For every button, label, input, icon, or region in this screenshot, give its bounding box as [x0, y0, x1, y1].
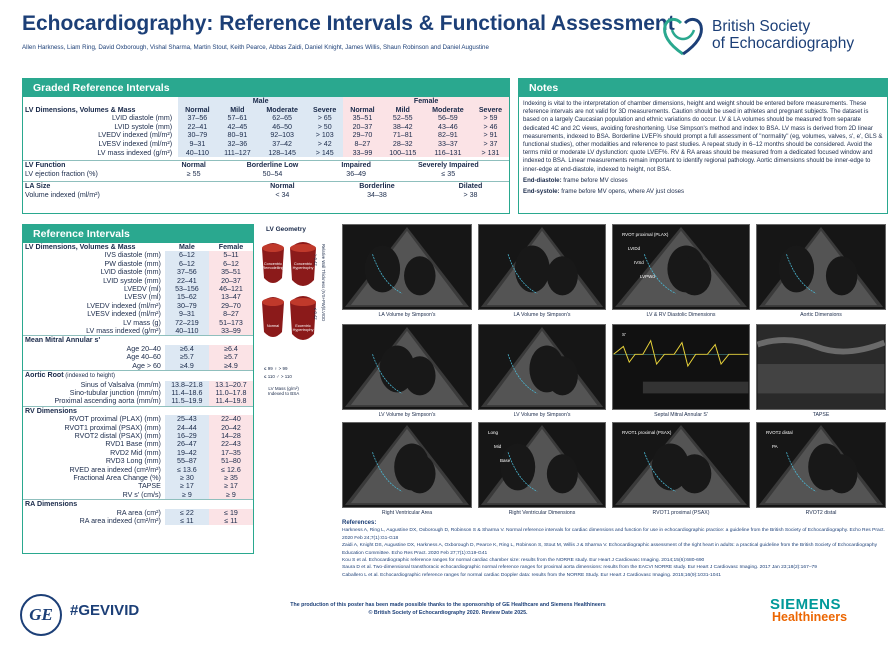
reference-label: IVS diastole (mm) — [104, 251, 161, 260]
reference-row — [23, 517, 253, 525]
authors-line: Allen Harkness, Liam Ring, David Oxborough, Vishal Sharma, Martin Stout, Keith Pearce, Abbas Zaidi, Daniel Knight, James Willis, Shaun Robinson and Daniel Augustine — [22, 44, 489, 51]
lv-ef-value: ≤ 35 — [441, 169, 456, 178]
reference-female: 14–28 — [209, 432, 253, 440]
lv-ef-value: ≥ 55 — [186, 169, 201, 178]
normal-heart-icon — [262, 297, 284, 337]
mass-legend-male: ≤ 110 ♂ > 110 — [264, 374, 292, 379]
reference-label: RVOT1 proximal (PSAX) (mm) — [64, 423, 161, 432]
graded-col-header: Normal — [343, 106, 382, 115]
echo-image — [478, 324, 606, 410]
reference-section-header — [23, 243, 253, 251]
reference-male: 19–42 — [165, 449, 209, 457]
graded-cell: 100–115 — [382, 149, 424, 158]
reference-male: ≥4.9 — [165, 362, 209, 371]
reference-female: 22–40 — [209, 415, 253, 423]
graded-row — [23, 140, 509, 149]
la-size-col: Dilated — [458, 182, 483, 191]
reference-row — [23, 327, 253, 336]
graded-cell: > 50 — [306, 123, 343, 132]
reference-label: Fractional Area Change (%) — [73, 473, 161, 482]
end-systole-note: End-systole: frame before MV opens, where AV just closes — [523, 188, 685, 196]
graded-row-label: LV mass indexed (g/m²) — [97, 148, 173, 157]
reference-label: RA area (cm²) — [116, 508, 161, 517]
reference-label: RVED area indexed (cm²/m²) — [69, 465, 161, 474]
reference-female: 20–42 — [209, 424, 253, 432]
reference-label: RVD1 Base (mm) — [105, 440, 161, 449]
graded-cell: 9–31 — [178, 140, 217, 149]
reference-female: ≥ 35 — [209, 474, 253, 482]
reference-female: ≥6.4 — [209, 345, 253, 353]
graded-col-header: Mild — [217, 106, 258, 115]
reference-row — [23, 432, 253, 440]
end-diastole-note: End-diastole: frame before MV closes — [523, 176, 628, 184]
graded-col-header: Severe — [472, 106, 509, 115]
reference-row — [23, 277, 253, 285]
footer-text: The production of this poster has been made possible thanks to the sponsorship of GE Healthcare and Siemens Healthineers © British Society of Echocardiography 2020. Review Date 2025. — [290, 602, 606, 616]
graded-row — [23, 149, 509, 158]
reference-row — [23, 415, 253, 423]
graded-cell: 62–65 — [258, 114, 306, 123]
reference-female: 8–27 — [209, 310, 253, 318]
reference-male: 40–110 — [165, 327, 209, 336]
echo-image — [756, 224, 886, 310]
echo-image-caption: Aortic Dimensions — [800, 312, 842, 318]
lv-function-col: Severely Impaired — [417, 161, 479, 170]
reference-section-title: RV Dimensions — [23, 406, 165, 415]
reference-label: RVD3 Long (mm) — [105, 457, 161, 466]
graded-cell: 37–56 — [178, 114, 217, 123]
reference-label: Age 20–40 — [126, 344, 161, 353]
reference-item: Saura D et al. Two-dimensional transthoracic echocardiographic normal reference ranges for proximal aorta dimensions: results from the EACVI NORRE study. Eur Heart J Cardiovasc Imaging. 2017 Jan 23;18(2):167–79 — [342, 565, 817, 571]
notes-heading: Notes — [519, 79, 887, 97]
graded-cell: 29–70 — [343, 131, 382, 140]
reference-male: 6–12 — [165, 251, 209, 259]
reference-male: 6–12 — [165, 260, 209, 268]
reference-row — [23, 310, 253, 318]
reference-label: LVEDV indexed (ml/m²) — [86, 301, 161, 310]
bse-logo — [660, 14, 885, 60]
reference-label: Age 40–60 — [126, 353, 161, 362]
graded-cell: 32–36 — [217, 140, 258, 149]
reference-male: 55–87 — [165, 457, 209, 465]
reference-male: ≥6.4 — [165, 345, 209, 353]
reference-row — [23, 260, 253, 268]
graded-cell: 28–32 — [382, 140, 424, 149]
la-size-col: Borderline — [359, 182, 395, 191]
reference-female: 51–80 — [209, 457, 253, 465]
q-concentric-remodelling: Concentric Remodelling — [262, 262, 284, 270]
echo-image — [478, 224, 606, 310]
reference-row — [23, 397, 253, 406]
la-volume-value: 34–38 — [367, 190, 387, 199]
graded-cell: 40–110 — [178, 149, 217, 158]
lv-function-table — [23, 160, 509, 178]
reference-male: ≥ 17 — [165, 482, 209, 490]
reference-label: LV mass indexed (g/m²) — [86, 327, 161, 336]
graded-cell: 56–59 — [424, 114, 472, 123]
mass-legend-female: ≤ 99 ♀ > 99 — [264, 366, 288, 371]
graded-cell: 37–42 — [258, 140, 306, 149]
reference-section-header — [23, 336, 253, 345]
reference-male: ≤ 13.6 — [165, 466, 209, 474]
echo-image-caption: RVOT2 distal — [805, 510, 837, 516]
echo-image-caption: LV Volume by Simpson's — [378, 412, 436, 418]
graded-row — [23, 114, 509, 123]
graded-row-label: LVESV indexed (ml/m²) — [98, 139, 173, 148]
reference-row — [23, 491, 253, 500]
graded-cell: > 65 — [306, 114, 343, 123]
reference-male: 9–31 — [165, 310, 209, 318]
lv-ef-value: 50–54 — [262, 169, 283, 178]
echo-image-label: Long — [488, 430, 499, 435]
graded-row — [23, 131, 509, 140]
echo-image-caption: LA Volume by Simpson's — [378, 312, 436, 318]
graded-col-header: Normal — [178, 106, 217, 115]
reference-male: 72–219 — [165, 319, 209, 327]
reference-row — [23, 482, 253, 490]
echo-image-caption: Septal Mitral Annular S' — [654, 412, 708, 418]
graded-row-label: LVID diastole (mm) — [111, 114, 173, 123]
reference-row — [23, 353, 253, 361]
graded-cell: 71–81 — [382, 131, 424, 140]
reference-label: RVD2 Mid (mm) — [110, 448, 161, 457]
graded-col-header: Mild — [382, 106, 424, 115]
la-size-table — [23, 181, 509, 199]
reference-female: 46–121 — [209, 285, 253, 293]
reference-section-title: RA Dimensions — [23, 500, 165, 509]
notes-body: Indexing is vital to the interpretation of chamber dimensions, height and weight should be entered before measurements. These reference intervals are not valid for 3D measurements. Caution should be used in athletes and pregnant subjects. The dataset is based on a largely Caucasian population and ethnic variations do occur. LV & LA volumes should be measured from separate dedicated 4C and 2C views, avoiding foreshortening. Use Simpson's method and index to BSA. LV mass is derived from 2D linear measurements, indexed to BSA. Borderline LVEF% should prompt a full assessment of "normality" (eg, volumes, valves, s', e', GLS & functional studies), other modalities and reference to past studies. A repeat study in 6–12 months should be considered. Avoid the terms mild or moderate LV dysfunction: quote LVEF%. RV & RA areas should be measured from a dedicated focused window and indexed to BSA. Linear measurements remain important to identify regional pathology. Aortic dimensions should be inner-edge to inner-edge at end-diastole, indexed to height, not BSA. — [523, 100, 883, 173]
graded-table — [23, 97, 509, 157]
graded-cell: > 145 — [306, 149, 343, 158]
graded-cell: 30–79 — [178, 131, 217, 140]
la-size-col: Normal — [270, 182, 295, 191]
reference-heading: Reference Intervals — [23, 225, 253, 243]
graded-cell: 57–61 — [217, 114, 258, 123]
reference-label: LVID systole (mm) — [103, 276, 161, 285]
reference-row — [23, 268, 253, 276]
reference-row — [23, 319, 253, 327]
rwt-high: > 0.42 — [313, 254, 318, 266]
graded-cell: > 42 — [306, 140, 343, 149]
graded-cell: 80–91 — [217, 131, 258, 140]
reference-female: 35–51 — [209, 268, 253, 276]
reference-label: LV mass (g) — [123, 318, 161, 327]
graded-cell: 46–50 — [258, 123, 306, 132]
echo-image-caption: Right Ventricular Dimensions — [508, 510, 576, 516]
reference-female: 13–47 — [209, 293, 253, 301]
reference-female: 51–173 — [209, 319, 253, 327]
graded-row — [23, 123, 509, 132]
la-volume-value: < 34 — [275, 190, 290, 199]
reference-label: LVID diastole (mm) — [100, 268, 161, 277]
reference-label: PW diastole (mm) — [104, 259, 161, 268]
graded-cell: 43–46 — [424, 123, 472, 132]
graded-cell: > 37 — [472, 140, 509, 149]
mass-axis-label: LV Mass (g/m²) Indexed to BSA — [268, 386, 300, 396]
graded-cell: > 131 — [472, 149, 509, 158]
reference-male: ≥ 9 — [165, 491, 209, 500]
bse-logo-text: British Society of Echocardiography — [712, 18, 855, 52]
reference-item: Kou S et al. Echocardiographic reference ranges for normal cardiac chamber size: results from the NORRE study. Eur Heart J Cardiovasc Imaging. 2014;15(6):680-690 — [342, 558, 705, 564]
reference-female: ≥ 9 — [209, 491, 253, 500]
reference-female: 6–12 — [209, 260, 253, 268]
ref-male-header: Male — [179, 243, 195, 251]
graded-cell: 20–37 — [343, 123, 382, 132]
notes-panel — [518, 78, 888, 214]
reference-label: RVOT proximal (PLAX) (mm) — [69, 415, 161, 424]
reference-male: 53–156 — [165, 285, 209, 293]
echo-image — [342, 422, 472, 508]
reference-label: Sinus of Valsalva (mm/m) — [80, 380, 161, 389]
echo-image — [756, 324, 886, 410]
graded-col-header: Severe — [306, 106, 343, 115]
graded-cell: 52–55 — [382, 114, 424, 123]
graded-cell: 33–37 — [424, 140, 472, 149]
reference-row — [23, 474, 253, 482]
reference-male: 11.5–19.9 — [165, 397, 209, 406]
lv-geometry-title: LV Geometry — [266, 226, 306, 233]
reference-label: Age > 60 — [132, 361, 161, 370]
graded-cell: 128–145 — [258, 149, 306, 158]
reference-male: 30–79 — [165, 302, 209, 310]
echo-image — [342, 324, 472, 410]
reference-label: RVOT2 distal (PSAX) (mm) — [74, 431, 161, 440]
reference-male: 25–43 — [165, 415, 209, 423]
reference-row — [23, 302, 253, 310]
reference-label: LVEDV (ml) — [123, 285, 161, 294]
references — [342, 520, 887, 579]
graded-row-label: LVEDV indexed (ml/m²) — [98, 131, 173, 140]
graded-cell: 33–99 — [343, 149, 382, 158]
reference-female: ≤ 19 — [209, 509, 253, 517]
graded-cell: 8–27 — [343, 140, 382, 149]
gevivid-hashtag: #GEVIVID — [70, 602, 140, 619]
reference-female: ≥5.7 — [209, 353, 253, 361]
echo-image — [342, 224, 472, 310]
lv-geometry-diagram — [256, 236, 340, 376]
reference-female: 13.1–20.7 — [209, 381, 253, 389]
reference-item: Harkness A, Ring L, Augustine DX, Oxborough D, Robinson S & Sharma V. Normal reference intervals for cardiac dimensions and function for use in echocardiographic practice: a guideline from the British Society of Echocardiography. Echo Res Pract. 2020 Feb 24;7(1):G1-G18 — [342, 528, 885, 541]
reference-section-header — [23, 371, 253, 381]
reference-row — [23, 440, 253, 448]
reference-row — [23, 457, 253, 465]
lv-function-col: Borderline Low — [246, 161, 299, 170]
graded-cell: > 59 — [472, 114, 509, 123]
graded-cell: 35–51 — [343, 114, 382, 123]
reference-female: 11.4–19.8 — [209, 397, 253, 406]
reference-male: ≤ 22 — [165, 509, 209, 517]
reference-section-title: Aortic Root (indexed to height) — [23, 371, 165, 381]
reference-row — [23, 362, 253, 371]
graded-cell: 38–42 — [382, 123, 424, 132]
lv-ef-label: LV ejection fraction (%) — [25, 169, 98, 178]
echo-image-label: RVOT proximal (PLAX) — [622, 232, 669, 237]
lv-ef-value: 36–49 — [346, 169, 366, 178]
graded-cell: > 91 — [472, 131, 509, 140]
reference-female: ≥4.9 — [209, 362, 253, 371]
reference-female: 29–70 — [209, 302, 253, 310]
q-eccentric-hypertrophy: Eccentric Hypertrophy — [292, 324, 314, 332]
reference-row — [23, 345, 253, 353]
reference-male: 37–56 — [165, 268, 209, 276]
echo-image-label: PA — [772, 444, 778, 449]
reference-section-header — [23, 500, 253, 509]
reference-row — [23, 381, 253, 389]
poster-title: Echocardiography: Reference Intervals & Functional Assessment — [22, 12, 675, 35]
male-header: Male — [178, 97, 343, 106]
reference-male: 11.4–18.6 — [165, 389, 209, 397]
ref-female-header: Female — [218, 243, 244, 251]
ge-logo: GE — [20, 594, 62, 636]
reference-female: 22–43 — [209, 440, 253, 448]
echo-image-label: S' — [622, 332, 626, 337]
graded-cell: 22–41 — [178, 123, 217, 132]
reference-male: 22–41 — [165, 277, 209, 285]
echo-image-caption: Right Ventricular Area — [381, 510, 433, 516]
q-concentric-hypertrophy: Concentric Hypertrophy — [292, 262, 314, 270]
reference-label: Proximal ascending aorta (mm/m) — [54, 397, 161, 406]
graded-heading: Graded Reference Intervals — [23, 79, 509, 97]
reference-panel — [22, 224, 254, 554]
echo-image-label: RVOT2 distal — [766, 430, 793, 435]
echo-image-caption: TAPSE — [812, 412, 830, 418]
lv-function-label: LV Function — [25, 161, 66, 170]
echo-image-label: LVIDd — [628, 246, 641, 251]
reference-female: 17–35 — [209, 449, 253, 457]
reference-female: 11.0–17.8 — [209, 389, 253, 397]
rwt-axis-label: Relative Wall Thickness (IVS+PW)/LVIDD — [321, 244, 326, 322]
graded-row-label: LVID systole (mm) — [114, 122, 173, 131]
reference-section-title: Mean Mitral Annular s' — [23, 336, 165, 345]
reference-row — [23, 466, 253, 474]
reference-female: 5–11 — [209, 251, 253, 259]
reference-section-title: LV Dimensions, Volumes & Mass — [25, 243, 136, 251]
graded-cell: 92–103 — [258, 131, 306, 140]
graded-cell: 116–131 — [424, 149, 472, 158]
graded-col-header: Moderate — [258, 106, 306, 115]
graded-col-header: Moderate — [424, 106, 472, 115]
lv-function-col: Normal — [181, 161, 206, 170]
reference-male: 26–47 — [165, 440, 209, 448]
lv-function-col: Impaired — [341, 161, 371, 170]
heart-logo-icon — [660, 14, 706, 58]
reference-item: Zaidi A, Knight DS, Augustine DX, Harkness A, Oxborough D, Pearce K, Ring L, Robinson S, Stout M, Willis J & Sharma V. Echocardiographic assessment of the right heart in adults: a practical guideline from the British Society of Echocardiography Education Committee. Echo Res Pract. 2020 Feb 27;7(1):G19-G41 — [342, 543, 878, 556]
graded-cell: > 103 — [306, 131, 343, 140]
lv-geometry-panel — [256, 224, 340, 414]
rwt-low: ≤ 0.42 — [313, 308, 318, 320]
reference-male: 16–29 — [165, 432, 209, 440]
graded-cell: 82–91 — [424, 131, 472, 140]
echo-image-caption: LV & RV Diastolic Dimensions — [646, 312, 716, 318]
echo-image — [612, 324, 750, 410]
echo-image-label: Base — [500, 458, 511, 463]
la-volume-value: > 38 — [463, 190, 478, 199]
reference-row — [23, 509, 253, 517]
reference-table — [23, 243, 253, 525]
siemens-logo: SIEMENS — [770, 596, 842, 613]
echo-image-caption: RVOT1 proximal (PSAX) — [652, 510, 710, 516]
q-normal: Normal — [266, 324, 280, 328]
reference-male: ≥5.7 — [165, 353, 209, 361]
reference-row — [23, 389, 253, 397]
graded-cell: > 46 — [472, 123, 509, 132]
reference-label: LVESV indexed (ml/m²) — [87, 310, 161, 319]
reference-row — [23, 424, 253, 432]
reference-row — [23, 449, 253, 457]
reference-female: 20–37 — [209, 277, 253, 285]
reference-female: ≥ 17 — [209, 482, 253, 490]
healthineers-logo: Healthineers — [772, 610, 848, 624]
graded-row-header: LV Dimensions, Volumes & Mass — [25, 105, 136, 114]
reference-item: Caballero L et al. Echocardiographic reference ranges for normal cardiac Doppler data: results from the NORRE Study. Eur Heart J Cardiovasc Imaging. 2015;16(9):1031-1041 — [342, 572, 721, 578]
reference-male: ≤ 11 — [165, 517, 209, 525]
reference-male: 13.8–21.8 — [165, 381, 209, 389]
reference-female: ≤ 11 — [209, 517, 253, 525]
reference-label: TAPSE — [138, 482, 161, 491]
reference-female: ≤ 12.6 — [209, 466, 253, 474]
reference-label: LVESV (ml) — [124, 293, 161, 302]
graded-panel — [22, 78, 510, 214]
echo-image-caption: LV Volume by Simpson's — [513, 412, 571, 418]
graded-cell: 111–127 — [217, 149, 258, 158]
echo-image-label: LVPWd — [640, 274, 655, 279]
female-header: Female — [343, 97, 509, 106]
reference-section-header — [23, 406, 253, 415]
reference-label: RV s' (cm/s) — [122, 490, 161, 499]
references-title: References: — [342, 520, 377, 526]
graded-cell: 42–45 — [217, 123, 258, 132]
echo-image-label: IVSd — [634, 260, 644, 265]
echo-image-label: Mid — [494, 444, 502, 449]
reference-row — [23, 251, 253, 259]
echo-image-label: RVOT1 proximal (PSAX) — [622, 430, 672, 435]
reference-male: ≥ 30 — [165, 474, 209, 482]
reference-female: 33–99 — [209, 327, 253, 336]
echo-image-caption: LA Volume by Simpson's — [513, 312, 571, 318]
reference-male: 24–44 — [165, 424, 209, 432]
reference-row — [23, 293, 253, 301]
reference-label: Sino-tubular junction (mm/m) — [69, 388, 161, 397]
la-volume-label: Volume indexed (ml/m²) — [25, 190, 100, 199]
reference-male: 15–62 — [165, 293, 209, 301]
reference-row — [23, 285, 253, 293]
reference-label: RA area indexed (cm²/m²) — [79, 517, 161, 525]
la-size-label: LA Size — [25, 182, 51, 191]
